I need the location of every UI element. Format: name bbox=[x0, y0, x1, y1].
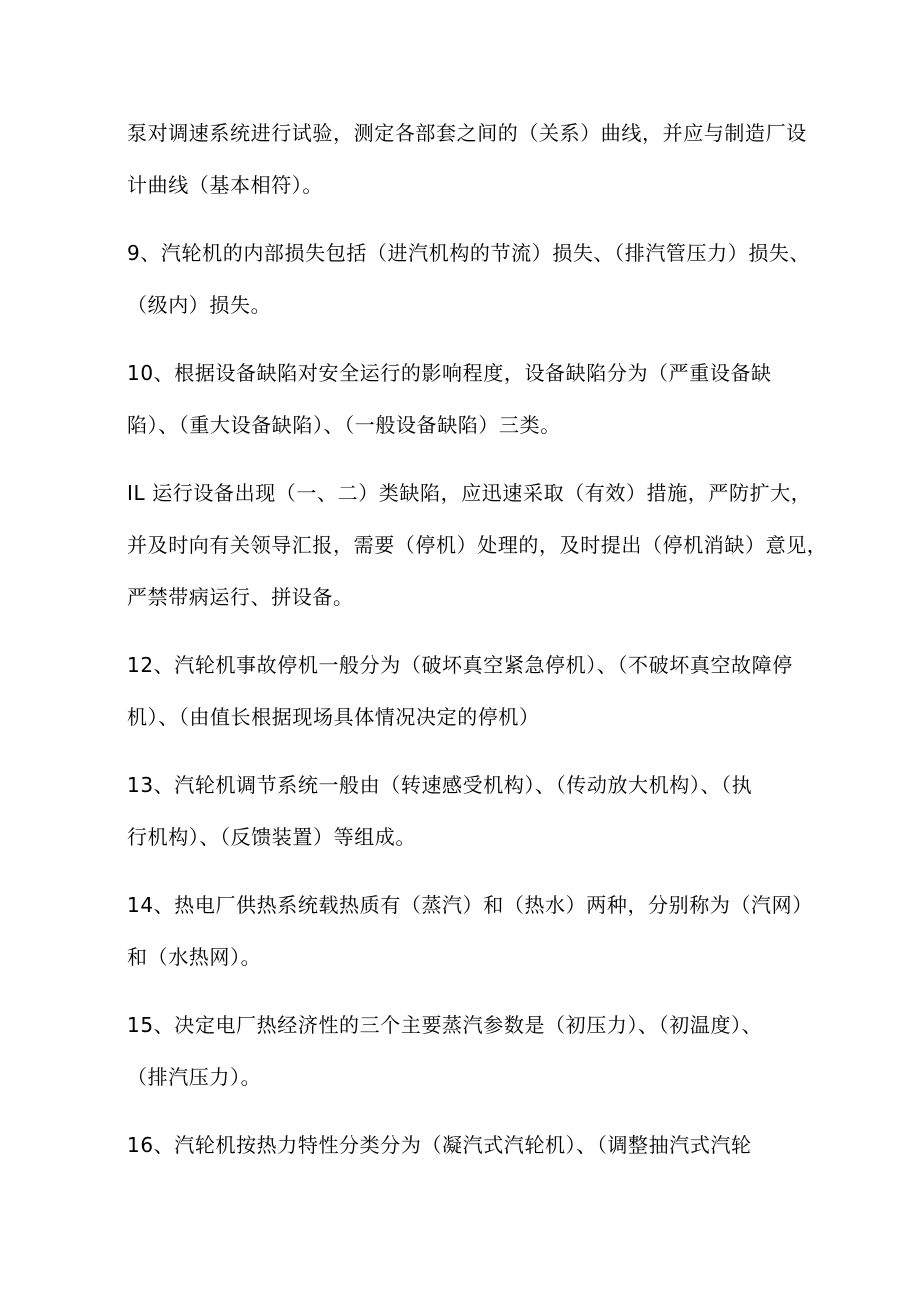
paragraph-q8-continuation bbox=[127, 107, 827, 211]
question-line: 行机构）、（反馈装置）等组成。 bbox=[127, 825, 416, 849]
document-content bbox=[127, 107, 827, 1187]
question-line: 计曲线（基本相符）。 bbox=[127, 173, 323, 197]
question-line: （排汽压力）。 bbox=[127, 1065, 262, 1089]
question-line: 并及时向有关领导汇报，需要（停机）处理的，及时提出（停机消缺）意见， bbox=[127, 533, 828, 557]
paragraph-q13 bbox=[127, 759, 827, 863]
paragraph-q16 bbox=[127, 1119, 827, 1171]
question-line: 陷）、（重大设备缺陷）、（一般设备缺陷）三类。 bbox=[127, 413, 561, 437]
paragraph-q12 bbox=[127, 639, 827, 743]
paragraph-q15 bbox=[127, 999, 827, 1103]
question-line: 和（水热网）。 bbox=[127, 945, 262, 969]
question-line: 10、根据设备缺陷对安全运行的影响程度，设备缺陷分为（严重设备缺 bbox=[127, 361, 772, 385]
question-line: （级内）损失。 bbox=[127, 293, 272, 317]
paragraph-q9 bbox=[127, 227, 827, 331]
question-line: 12、汽轮机事故停机一般分为（破坏真空紧急停机）、（不破坏真空故障停 bbox=[127, 653, 793, 677]
question-line: 9、汽轮机的内部损失包括（进汽机构的节流）损失、（排汽管压力）损失、 bbox=[127, 241, 811, 265]
paragraph-q10 bbox=[127, 347, 827, 451]
paragraph-q14 bbox=[127, 879, 827, 983]
question-line: IL 运行设备出现（一、二）类缺陷，应迅速采取（有效）措施，严防扩大， bbox=[127, 481, 812, 505]
question-line: 泵对调速系统进行试验，测定各部套之间的（关系）曲线，并应与制造厂设 bbox=[127, 121, 807, 145]
paragraph-q11 bbox=[127, 467, 827, 623]
question-line: 15、决定电厂热经济性的三个主要蒸汽参数是（初压力）、（初温度）、 bbox=[127, 1013, 763, 1037]
question-line: 严禁带病运行、拼设备。 bbox=[127, 585, 354, 609]
question-line: 13、汽轮机调节系统一般由（转速感受机构）、（传动放大机构）、（执 bbox=[127, 773, 753, 797]
question-line: 16、汽轮机按热力特性分类分为（凝汽式汽轮机）、（调整抽汽式汽轮 bbox=[127, 1133, 752, 1157]
question-line: 14、热电厂供热系统载热质有（蒸汽）和（热水）两种，分别称为（汽网） bbox=[127, 893, 813, 917]
question-line: 机）、（由值长根据现场具体情况决定的停机） bbox=[127, 705, 540, 729]
